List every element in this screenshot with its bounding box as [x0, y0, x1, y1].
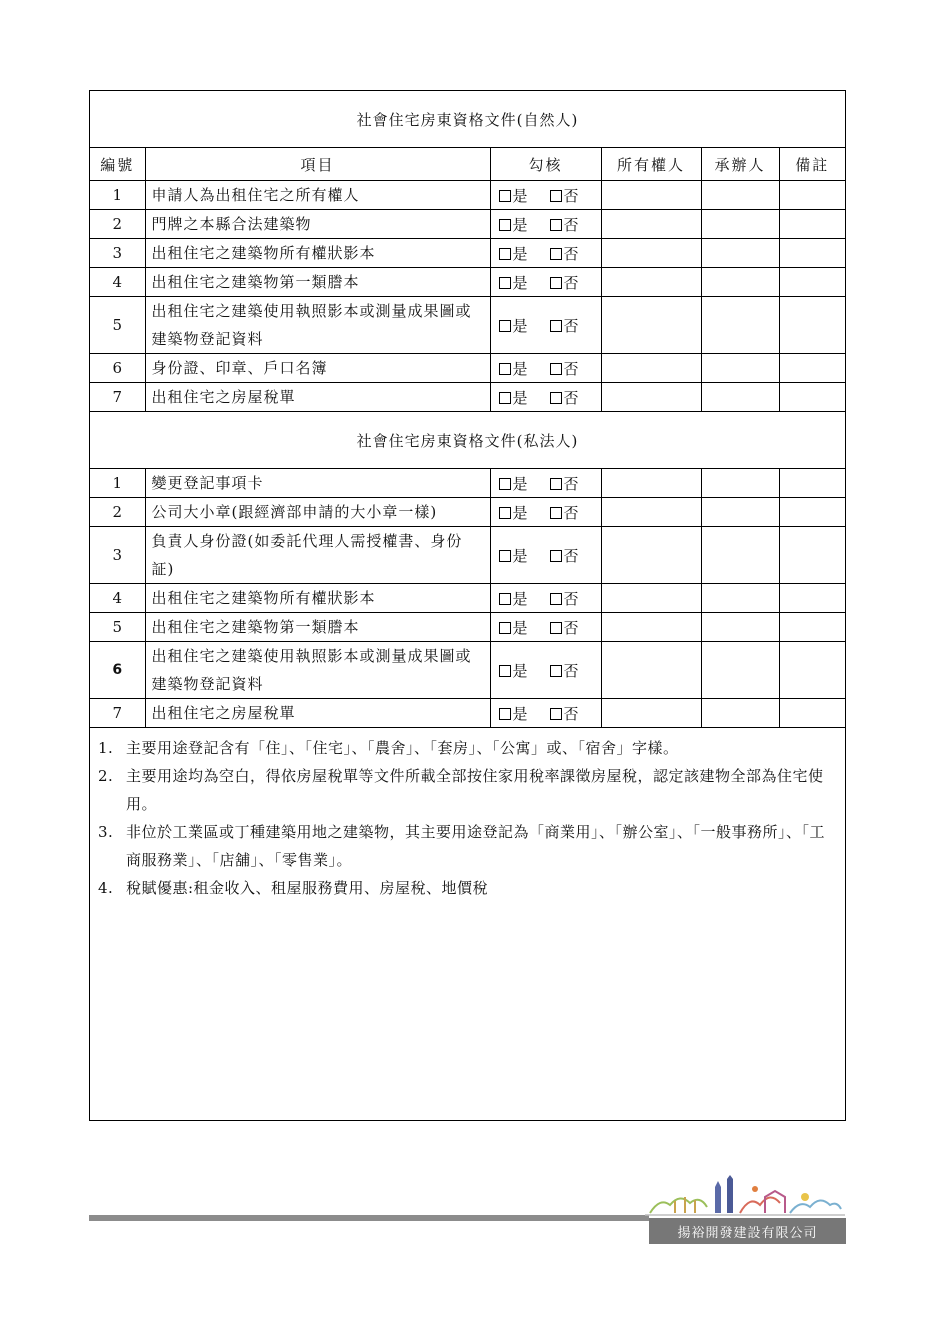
owner-cell[interactable] — [601, 584, 701, 613]
note-item — [98, 874, 837, 902]
row-number: 6 — [90, 354, 145, 383]
legal-person-title: 社會住宅房東資格文件(私法人) — [90, 412, 845, 469]
table-row — [90, 239, 845, 268]
remarks-cell[interactable] — [779, 181, 845, 210]
remarks-cell[interactable] — [779, 584, 845, 613]
no-checkbox[interactable] — [550, 708, 562, 720]
handler-cell[interactable] — [701, 527, 779, 584]
row-number: 2 — [90, 210, 145, 239]
check-cell: 是 否 — [490, 268, 601, 297]
handler-cell[interactable] — [701, 297, 779, 354]
table-row — [90, 297, 845, 354]
owner-cell[interactable] — [601, 383, 701, 412]
header-check: 勾核 — [490, 148, 601, 181]
yes-checkbox[interactable] — [499, 248, 511, 260]
handler-cell[interactable] — [701, 383, 779, 412]
row-item: 申請人為出租住宅之所有權人 — [145, 181, 490, 210]
qualification-table — [90, 91, 845, 728]
row-item: 出租住宅之建築使用執照影本或測量成果圖或建築物登記資料 — [145, 297, 490, 354]
yes-checkbox[interactable] — [499, 622, 511, 634]
no-checkbox[interactable] — [550, 550, 562, 562]
row-number: 1 — [90, 469, 145, 498]
owner-cell[interactable] — [601, 469, 701, 498]
row-number: 1 — [90, 181, 145, 210]
check-cell: 是 否 — [490, 584, 601, 613]
footer-divider — [89, 1215, 649, 1221]
no-checkbox[interactable] — [550, 190, 562, 202]
remarks-cell[interactable] — [779, 354, 845, 383]
note-text: 非位於工業區或丁種建築用地之建築物，其主要用途登記為「商業用」、「辦公室」、「一般事務所」、「工商服務業」、「店舖」、「零售業」。 — [126, 823, 826, 869]
row-item: 出租住宅之建築使用執照影本或測量成果圖或建築物登記資料 — [145, 642, 490, 699]
yes-checkbox[interactable] — [499, 219, 511, 231]
handler-cell[interactable] — [701, 239, 779, 268]
row-number: 2 — [90, 498, 145, 527]
owner-cell[interactable] — [601, 210, 701, 239]
note-text: 主要用途登記含有「住」、「住宅」、「農舍」、「套房」、「公寓」或、「宿舍」字樣。 — [126, 739, 679, 757]
table-row — [90, 699, 845, 728]
note-number: 3. — [98, 823, 114, 841]
check-cell: 是 否 — [490, 383, 601, 412]
yes-checkbox[interactable] — [499, 190, 511, 202]
check-cell: 是 否 — [490, 239, 601, 268]
table-row — [90, 383, 845, 412]
note-number: 2. — [98, 767, 114, 785]
row-number: 3 — [90, 527, 145, 584]
table-row — [90, 642, 845, 699]
row-item: 出租住宅之建築物第一類謄本 — [145, 268, 490, 297]
row-number: 3 — [90, 239, 145, 268]
row-number: 4 — [90, 584, 145, 613]
row-item: 出租住宅之建築物所有權狀影本 — [145, 239, 490, 268]
handler-cell[interactable] — [701, 699, 779, 728]
owner-cell[interactable] — [601, 354, 701, 383]
table-row — [90, 584, 845, 613]
table-row — [90, 181, 845, 210]
table-header — [90, 148, 845, 181]
remarks-cell[interactable] — [779, 613, 845, 642]
no-checkbox[interactable] — [550, 320, 562, 332]
check-cell: 是 否 — [490, 613, 601, 642]
owner-cell[interactable] — [601, 297, 701, 354]
owner-cell[interactable] — [601, 181, 701, 210]
no-checkbox[interactable] — [550, 363, 562, 375]
company-name-badge: 揚裕開發建設有限公司 — [649, 1218, 846, 1244]
row-item: 公司大小章(跟經濟部申請的大小章一樣) — [145, 498, 490, 527]
header-item: 項目 — [145, 148, 490, 181]
header-number: 編號 — [90, 148, 145, 181]
row-item: 變更登記事項卡 — [145, 469, 490, 498]
owner-cell[interactable] — [601, 239, 701, 268]
yes-checkbox[interactable] — [499, 593, 511, 605]
yes-checkbox[interactable] — [499, 550, 511, 562]
remarks-cell[interactable] — [779, 699, 845, 728]
handler-cell[interactable] — [701, 613, 779, 642]
note-text: 主要用途均為空白，得依房屋稅單等文件所載全部按住家用稅率課徵房屋稅，認定該建物全部為住宅使用。 — [126, 767, 824, 813]
row-number: 4 — [90, 268, 145, 297]
row-item: 出租住宅之房屋稅單 — [145, 383, 490, 412]
table-row — [90, 498, 845, 527]
header-remarks: 備註 — [779, 148, 845, 181]
no-checkbox[interactable] — [550, 392, 562, 404]
check-cell: 是 否 — [490, 699, 601, 728]
note-number: 4. — [98, 879, 114, 897]
no-checkbox[interactable] — [550, 593, 562, 605]
no-checkbox[interactable] — [550, 665, 562, 677]
table-row — [90, 268, 845, 297]
remarks-cell[interactable] — [779, 297, 845, 354]
notes-section — [90, 728, 845, 902]
no-checkbox[interactable] — [550, 277, 562, 289]
check-cell: 是 否 — [490, 210, 601, 239]
header-owner: 所有權人 — [601, 148, 701, 181]
row-item: 出租住宅之建築物第一類謄本 — [145, 613, 490, 642]
check-cell: 是 否 — [490, 642, 601, 699]
table-row — [90, 527, 845, 584]
no-checkbox[interactable] — [550, 622, 562, 634]
table-row — [90, 469, 845, 498]
row-item: 身份證、印章、戶口名簿 — [145, 354, 490, 383]
row-number: 7 — [90, 383, 145, 412]
note-text: 稅賦優惠:租金收入、租屋服務費用、房屋稅、地價稅 — [126, 879, 489, 897]
handler-cell[interactable] — [701, 642, 779, 699]
row-number: 7 — [90, 699, 145, 728]
check-cell: 是 否 — [490, 498, 601, 527]
remarks-cell[interactable] — [779, 498, 845, 527]
yes-checkbox[interactable] — [499, 363, 511, 375]
yes-checkbox[interactable] — [499, 708, 511, 720]
no-checkbox[interactable] — [550, 478, 562, 490]
no-checkbox[interactable] — [550, 219, 562, 231]
form-frame — [89, 90, 846, 1121]
check-cell: 是 否 — [490, 354, 601, 383]
check-cell: 是 否 — [490, 469, 601, 498]
owner-cell[interactable] — [601, 268, 701, 297]
row-item: 負責人身份證(如委託代理人需授權書、身份証) — [145, 527, 490, 584]
row-number: 5 — [90, 297, 145, 354]
handler-cell[interactable] — [701, 181, 779, 210]
handler-cell[interactable] — [701, 469, 779, 498]
owner-cell[interactable] — [601, 642, 701, 699]
yes-checkbox[interactable] — [499, 320, 511, 332]
no-checkbox[interactable] — [550, 248, 562, 260]
row-number: 6 — [90, 642, 145, 699]
note-item — [98, 734, 837, 762]
table-row — [90, 210, 845, 239]
owner-cell[interactable] — [601, 613, 701, 642]
natural-person-title: 社會住宅房東資格文件(自然人) — [90, 91, 845, 148]
table-row — [90, 613, 845, 642]
remarks-cell[interactable] — [779, 383, 845, 412]
note-item — [98, 762, 837, 818]
company-logo-icon — [645, 1175, 845, 1220]
handler-cell[interactable] — [701, 498, 779, 527]
owner-cell[interactable] — [601, 527, 701, 584]
row-number: 5 — [90, 613, 145, 642]
handler-cell[interactable] — [701, 210, 779, 239]
row-item: 門牌之本縣合法建築物 — [145, 210, 490, 239]
no-checkbox[interactable] — [550, 507, 562, 519]
remarks-cell[interactable] — [779, 239, 845, 268]
remarks-cell[interactable] — [779, 642, 845, 699]
handler-cell[interactable] — [701, 354, 779, 383]
handler-cell[interactable] — [701, 268, 779, 297]
owner-cell[interactable] — [601, 498, 701, 527]
table-row — [90, 354, 845, 383]
row-item: 出租住宅之房屋稅單 — [145, 699, 490, 728]
note-number: 1. — [98, 739, 114, 757]
handler-cell[interactable] — [701, 584, 779, 613]
yes-checkbox[interactable] — [499, 392, 511, 404]
note-item — [98, 818, 837, 874]
remarks-cell[interactable] — [779, 527, 845, 584]
remarks-cell[interactable] — [779, 469, 845, 498]
yes-checkbox[interactable] — [499, 478, 511, 490]
check-cell: 是 否 — [490, 527, 601, 584]
owner-cell[interactable] — [601, 699, 701, 728]
yes-checkbox[interactable] — [499, 665, 511, 677]
remarks-cell[interactable] — [779, 268, 845, 297]
yes-checkbox[interactable] — [499, 277, 511, 289]
check-cell: 是 否 — [490, 181, 601, 210]
header-handler: 承辦人 — [701, 148, 779, 181]
yes-checkbox[interactable] — [499, 507, 511, 519]
check-cell: 是 否 — [490, 297, 601, 354]
row-item: 出租住宅之建築物所有權狀影本 — [145, 584, 490, 613]
remarks-cell[interactable] — [779, 210, 845, 239]
